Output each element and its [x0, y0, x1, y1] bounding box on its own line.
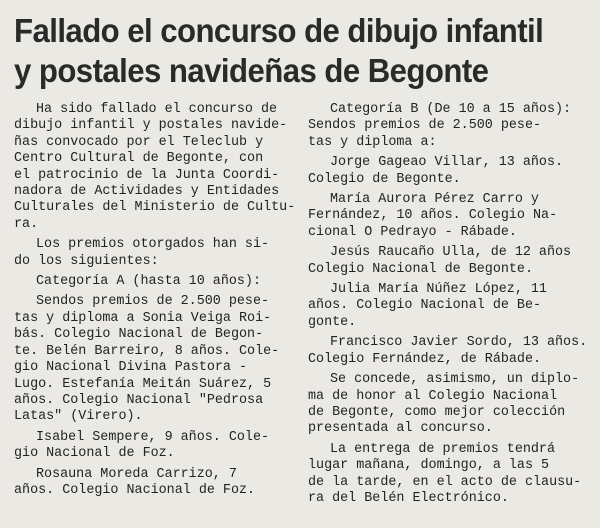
text-line: Lugo. Estefanía Meitán Suárez, 5 — [14, 376, 272, 392]
paragraph — [308, 245, 586, 278]
text-line: Julia María Núñez López, 11 — [330, 282, 547, 298]
paragraph — [14, 102, 296, 233]
text-line: Colegio de Begonte. — [308, 171, 461, 187]
text-line: dibujo infantil y postales navide- — [14, 118, 288, 134]
text-line: ra. — [14, 216, 39, 232]
text-line: bás. Colegio Nacional de Begon- — [14, 327, 264, 343]
paragraph — [14, 430, 292, 463]
text-line: Culturales del Ministerio de Cultu- — [14, 200, 296, 216]
text-line: Rosauna Moreda Carrizo, 7 — [36, 466, 237, 482]
headline-line-1: Fallado el concurso de dibujo infantil — [14, 13, 544, 50]
text-line: gio Nacional Divina Pastora - — [14, 360, 248, 376]
text-line: Centro Cultural de Begonte, con — [14, 151, 264, 167]
text-line: gonte. — [308, 314, 357, 330]
text-line: tas y diploma a: — [308, 134, 437, 150]
text-line: lugar mañana, domingo, a las 5 — [308, 458, 550, 474]
paragraph — [308, 102, 586, 151]
text-line: tas y diploma a Sonia Veiga Roi- — [14, 310, 272, 326]
text-line: años. Colegio Nacional "Pedrosa — [14, 392, 264, 408]
text-line: te. Belén Barreiro, 8 años. Cole- — [14, 343, 280, 359]
text-line: años. Colegio Nacional de Foz. — [14, 482, 256, 498]
left-column — [14, 102, 296, 511]
paragraph — [14, 237, 292, 270]
text-line: do los siguientes: — [14, 253, 159, 269]
headline-line-2: y postales navideñas de Begonte — [14, 53, 489, 90]
paragraph — [308, 155, 586, 188]
text-line: gio Nacional de Foz. — [14, 446, 175, 462]
text-line: La entrega de premios tendrá — [330, 441, 555, 457]
paragraph — [14, 467, 292, 500]
text-line: nadora de Actividades y Entidades — [14, 184, 280, 200]
text-line: de la tarde, en el acto de clausu- — [308, 474, 582, 490]
text-line: Francisco Javier Sordo, 13 años. — [330, 335, 588, 351]
paragraph — [308, 442, 586, 508]
text-line: Sendos premios de 2.500 pese- — [36, 294, 270, 310]
text-line: Fernández, 10 años. Colegio Na- — [308, 208, 558, 224]
paragraph — [14, 274, 292, 290]
text-line: Jesús Raucaño Ulla, de 12 años — [330, 245, 572, 261]
text-line: años. Colegio Nacional de Be- — [308, 298, 542, 314]
text-line: cional O Pedrayo - Rábade. — [308, 224, 517, 240]
paragraph — [308, 192, 586, 241]
text-line: Los premios otorgados han si- — [36, 237, 270, 253]
article-body — [14, 102, 586, 511]
text-line: ra del Belén Electrónico. — [308, 490, 509, 506]
text-line: Colegio Nacional de Begonte. — [308, 261, 533, 277]
paragraph — [14, 294, 292, 425]
text-line: de Begonte, como mejor colección — [308, 404, 566, 420]
text-line: Latas" (Virero). — [14, 409, 143, 425]
text-line: ma de honor al Colegio Nacional — [308, 388, 558, 404]
text-line: Categoría B (De 10 a 15 años): — [330, 102, 572, 117]
text-line: Categoría A (hasta 10 años): — [36, 274, 261, 290]
text-line: Jorge Gageao Villar, 13 años. — [330, 155, 564, 171]
paragraph — [308, 282, 586, 331]
text-line: Se concede, asimismo, un diplo- — [330, 372, 580, 388]
text-line: Sendos premios de 2.500 pese- — [308, 118, 542, 134]
paragraph — [308, 335, 586, 368]
paragraph — [308, 372, 586, 438]
text-line: Colegio Fernández, de Rábade. — [308, 351, 542, 367]
text-line: Ha sido fallado el concurso de — [36, 102, 278, 117]
headline — [14, 12, 546, 92]
text-line: María Aurora Pérez Carro y — [330, 192, 539, 208]
text-line: el patrocinio de la Junta Coordi- — [14, 167, 280, 183]
right-column — [308, 102, 586, 511]
text-line: presentada al concurso. — [308, 421, 493, 437]
text-line: Isabel Sempere, 9 años. Cole- — [36, 429, 270, 445]
text-line: ñas convocado por el Teleclub y — [14, 134, 264, 150]
